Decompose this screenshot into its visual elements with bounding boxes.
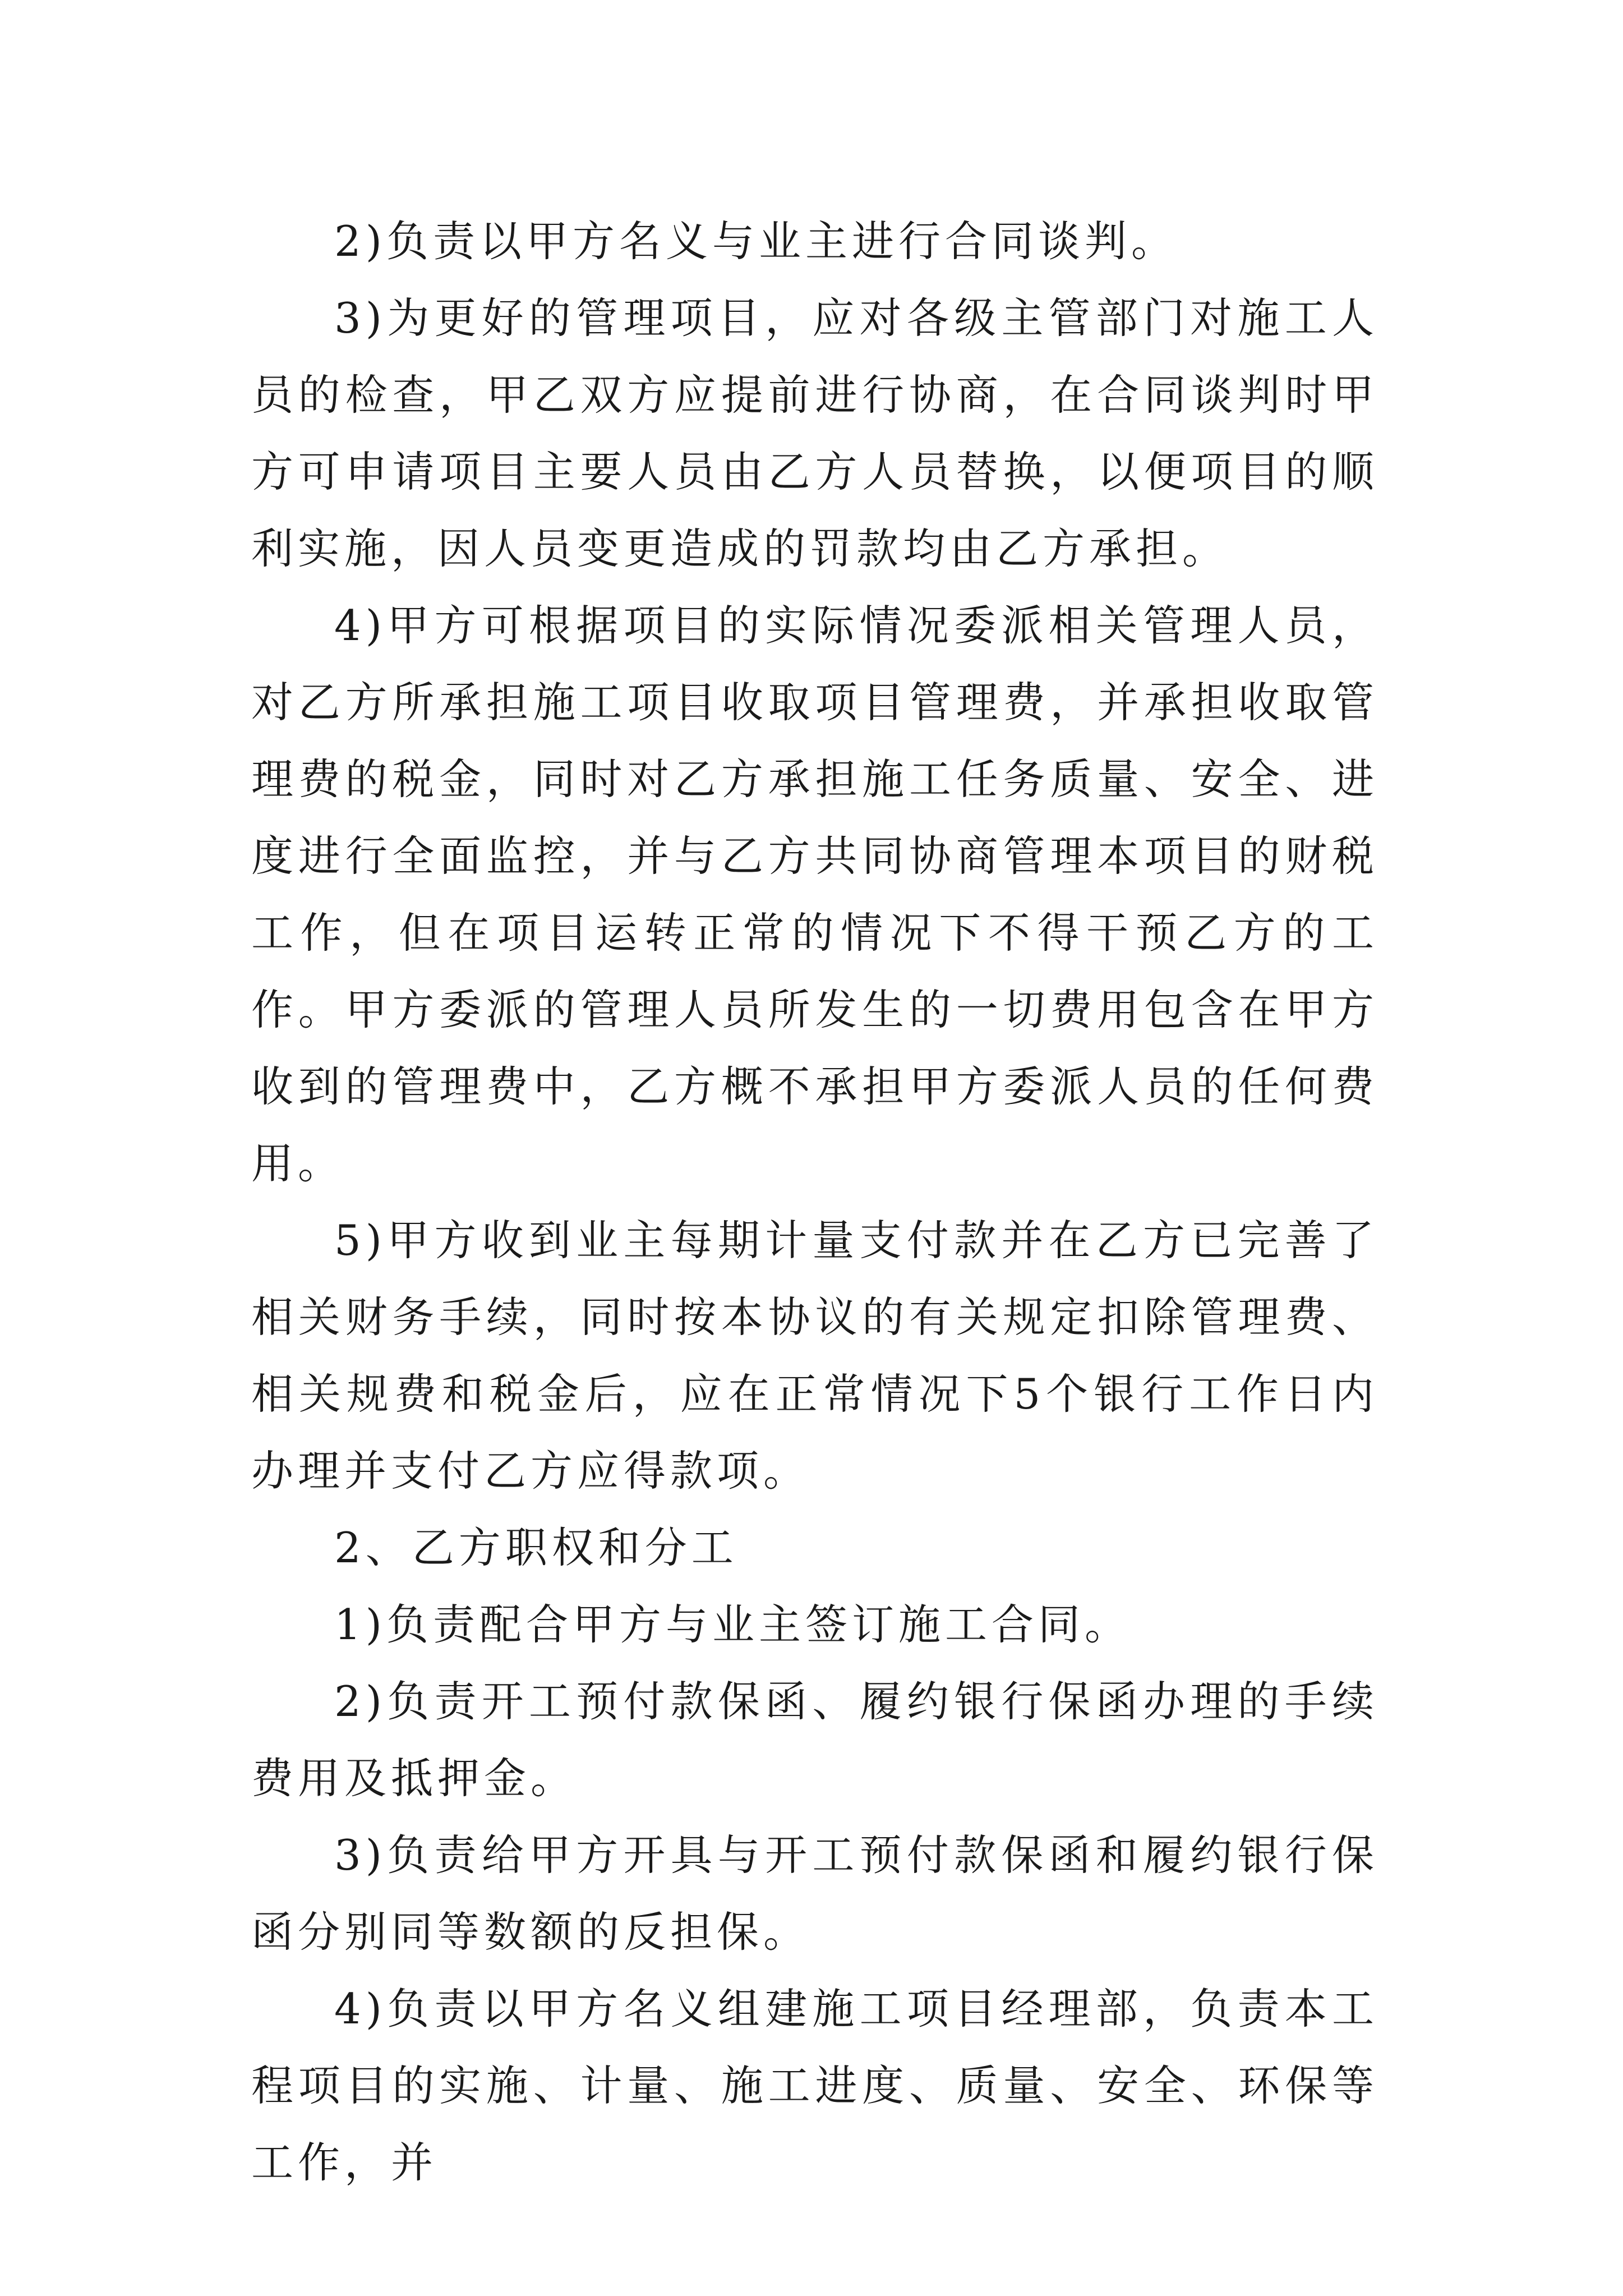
paragraph-b-4: 4)负责以甲方名义组建施工项目经理部，负责本工程项目的实施、计量、施工进度、质量、安全、环保等工作，并 <box>251 1984 1378 2187</box>
paragraph-b-1: 1)负责配合甲方与业主签订施工合同。 <box>334 1600 1131 1649</box>
paragraph-a-5: 5)甲方收到业主每期计量支付款并在乙方已完善了相关财务手续，同时按本协议的有关规定扣除管理费、相关规费和税金后，应在正常情况下5个银行工作日内办理并支付乙方应得款项。 <box>251 1216 1378 1496</box>
document-body <box>251 203 1378 2201</box>
paragraph-a-4: 4)甲方可根据项目的实际情况委派相关管理人员，对乙方所承担施工项目收取项目管理费，并承担收取管理费的税金，同时对乙方承担施工任务质量、安全、进度进行全面监控，并与乙方共同协商管理本项目的财税工作，但在项目运转正常的情况下不得干预乙方的工作。甲方委派的管理人员所发生的一切费用包含在甲方收到的管理费中，乙方概不承担甲方委派人员的任何费用。 <box>251 601 1378 1188</box>
paragraph-a-2: 2)负责以甲方名义与业主进行合同谈判。 <box>334 217 1178 266</box>
paragraph-b-3: 3)负责给甲方开具与开工预付款保函和履约银行保函分别同等数额的反担保。 <box>251 1830 1378 1957</box>
section-heading: 2、乙方职权和分工 <box>334 1523 738 1572</box>
paragraph-a-3: 3)为更好的管理项目，应对各级主管部门对施工人员的检查，甲乙双方应提前进行协商，在合同谈判时甲方可申请项目主要人员由乙方人员替换，以便项目的顺利实施，因人员变更造成的罚款均由乙方承担。 <box>251 293 1378 573</box>
paragraph-b-2: 2)负责开工预付款保函、履约银行保函办理的手续费用及抵押金。 <box>251 1677 1378 1803</box>
